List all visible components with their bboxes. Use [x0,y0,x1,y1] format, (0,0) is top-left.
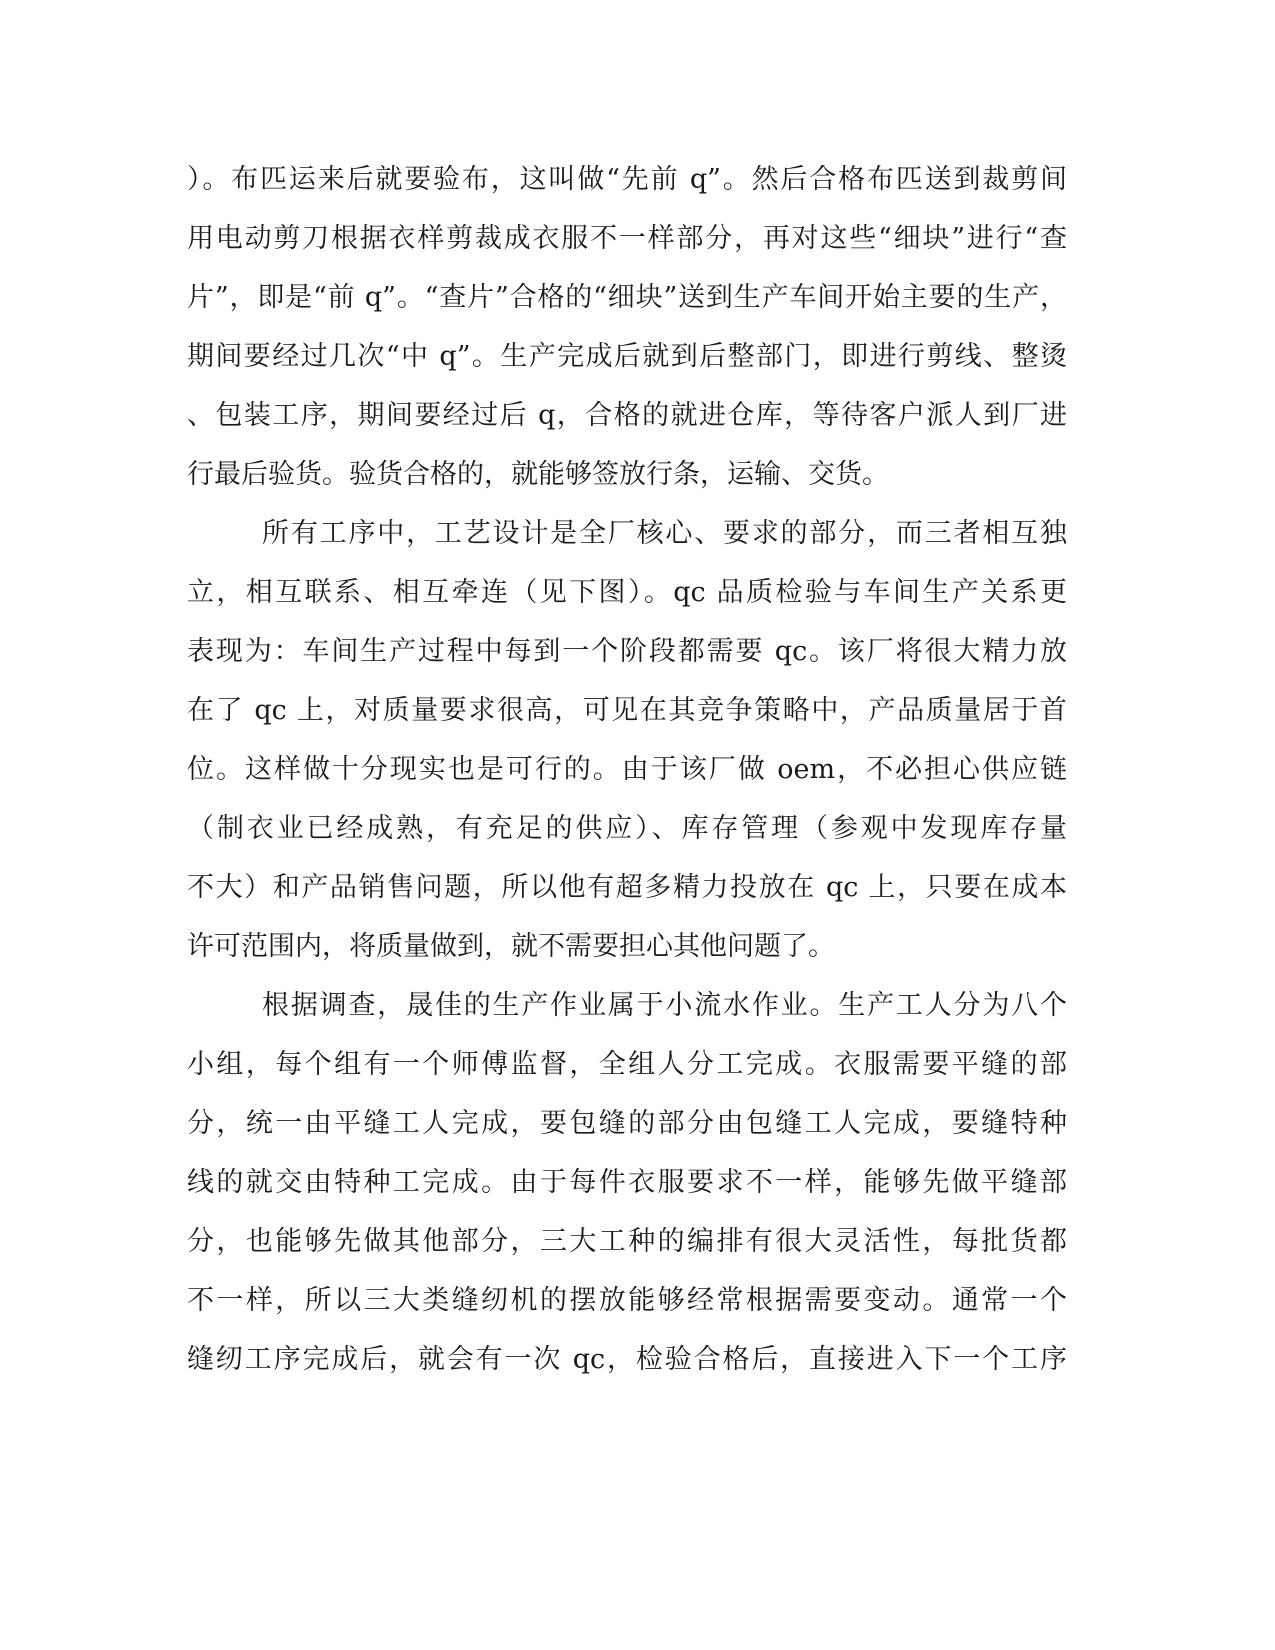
paragraph-1-line-6: 行最后验货。验货合格的，就能够签放行条，运输、交货。 [187,459,889,490]
paragraph-3-line-2: 小组，每个组有一个师傅监督，全组人分工完成。衣服需要平缝的部 [187,1049,1067,1080]
paragraph-3-line-3: 分，统一由平缝工人完成，要包缝的部分由包缝工人完成，要缝特种 [187,1108,1067,1139]
paragraph-2-line-2: 立，相互联系、相互牵连（见下图）。qc 品质检验与车间生产关系更 [187,577,1067,608]
paragraph-2-line-8: 许可范围内，将质量做到，就不需要担心其他问题了。 [187,931,835,962]
paragraph-2-line-4: 在了 qc 上，对质量要求很高，可见在其竞争策略中，产品质量居于首 [187,695,1067,726]
paragraph-3-line-4: 线的就交由特种工完成。由于每件衣服要求不一样，能够先做平缝部 [187,1167,1067,1198]
paragraph-1-line-4: 期间要经过几次“中 q”。生产完成后就到后整部门，即进行剪线、整烫 [187,341,1067,372]
paragraph-1-line-2: 用电动剪刀根据衣样剪裁成衣服不一样部分，再对这些“细块”进行“查 [187,223,1067,254]
paragraph-1-line-5: 、包装工序，期间要经过后 q，合格的就进仓库，等待客户派人到厂进 [187,400,1067,431]
paragraph-3-line-6: 不一样，所以三大类缝纫机的摆放能够经常根据需要变动。通常一个 [187,1285,1067,1316]
paragraph-3-line-1: 根据调查，晟佳的生产作业属于小流水作业。生产工人分为八个 [262,990,1067,1021]
paragraph-2-line-1: 所有工序中，工艺设计是全厂核心、要求的部分，而三者相互独 [262,518,1067,549]
paragraph-2-line-6: （制衣业已经成熟，有充足的供应）、库存管理（参观中发现库存量 [187,813,1067,844]
paragraph-3-line-5: 分，也能够先做其他部分，三大工种的编排有很大灵活性，每批货都 [187,1226,1067,1257]
paragraph-1-line-1: ）。布匹运来后就要验布，这叫做“先前 q”。然后合格布匹送到裁剪间 [187,164,1067,195]
paragraph-2-line-7: 不大）和产品销售问题，所以他有超多精力投放在 qc 上，只要在成本 [187,872,1067,903]
paragraph-2-line-5: 位。这样做十分现实也是可行的。由于该厂做 oem，不必担心供应链 [187,754,1067,785]
paragraph-2-line-3: 表现为：车间生产过程中每到一个阶段都需要 qc。该厂将很大精力放 [187,636,1067,667]
paragraph-3-line-7: 缝纫工序完成后，就会有一次 qc，检验合格后，直接进入下一个工序 [187,1344,1067,1375]
paragraph-1-line-3: 片”，即是“前 q”。“查片”合格的“细块”送到生产车间开始主要的生产， [187,282,1067,313]
